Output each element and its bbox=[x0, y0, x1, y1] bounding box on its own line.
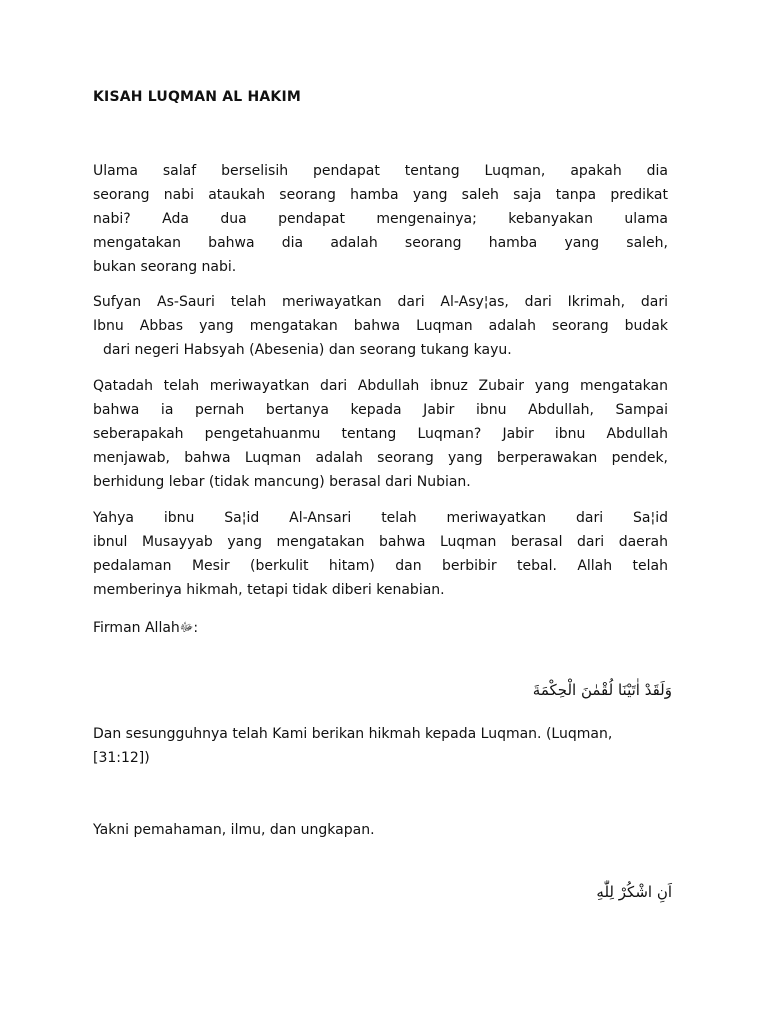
paragraph-line: Sufyan As-Sauri telah meriwayatkan dari Al-Asy¦as, dari Ikrimah, dari bbox=[93, 294, 668, 310]
firman-allah-label bbox=[93, 615, 198, 640]
paragraph-line: pedalaman Mesir (berkulit hitam) dan berbibir tebal. Allah telah bbox=[93, 558, 668, 574]
yakni-explanation: Yakni pemahaman, ilmu, dan ungkapan. bbox=[93, 822, 375, 838]
paragraph-line: nabi? Ada dua pendapat mengenainya; kebanyakan ulama bbox=[93, 211, 668, 227]
paragraph-line: Ibnu Abbas yang mengatakan bahwa Luqman adalah seorang budak bbox=[93, 318, 668, 334]
document-title: KISAH LUQMAN AL HAKIM bbox=[93, 89, 301, 105]
paragraph-line: berhidung lebar (tidak mancung) berasal dari Nubian. bbox=[93, 474, 471, 490]
paragraph-line: bahwa ia pernah bertanya kepada Jabir ibnu Abdullah, Sampai bbox=[93, 402, 668, 418]
paragraph-yahya bbox=[93, 506, 668, 602]
firman-label-text: Firman Allah bbox=[93, 620, 180, 636]
arabic-verse-luqman-12: وَلَقَدْ اٰتَيْنَا لُقْمٰنَ الْحِكْمَةَ bbox=[532, 681, 672, 699]
paragraph-line: menjawab, bahwa Luqman adalah seorang yang berperawakan pendek, bbox=[93, 450, 668, 466]
paragraph-line: bukan seorang nabi. bbox=[93, 259, 237, 275]
paragraph-qatadah bbox=[93, 374, 668, 494]
paragraph-line: ibnul Musayyab yang mengatakan bahwa Luqman berasal dari daerah bbox=[93, 534, 668, 550]
paragraph-line: dari negeri Habsyah (Abesenia) dan seorang tukang kayu. bbox=[103, 342, 512, 358]
paragraph-ulama-salaf bbox=[93, 159, 668, 279]
paragraph-sufyan bbox=[93, 290, 668, 362]
paragraph-line: Yahya ibnu Sa¦id Al-Ansari telah meriwayatkan dari Sa¦id bbox=[93, 510, 668, 526]
arabic-verse-anisykur: اَنِ اشْكُرْ لِلّٰهِ bbox=[596, 883, 672, 901]
paragraph-line: seberapakah pengetahuanmu tentang Luqman? Jabir ibnu Abdullah bbox=[93, 426, 668, 442]
verse-translation: Dan sesungguhnya telah Kami berikan hikmah kepada Luqman. (Luqman, [31:12]) bbox=[93, 726, 613, 766]
paragraph-line: Qatadah telah meriwayatkan dari Abdullah ibnuz Zubair yang mengatakan bbox=[93, 378, 668, 394]
paragraph-line: mengatakan bahwa dia adalah seorang hamba yang saleh, bbox=[93, 235, 668, 251]
jalla-jalaluhu-symbol: ﷻ bbox=[179, 620, 194, 634]
paragraph-line: memberinya hikmah, tetapi tidak diberi kenabian. bbox=[93, 582, 445, 598]
paragraph-line: Ulama salaf berselisih pendapat tentang Luqman, apakah dia bbox=[93, 163, 668, 179]
firman-colon: : bbox=[193, 620, 199, 636]
paragraph-line: seorang nabi ataukah seorang hamba yang saleh saja tanpa predikat bbox=[93, 187, 668, 203]
